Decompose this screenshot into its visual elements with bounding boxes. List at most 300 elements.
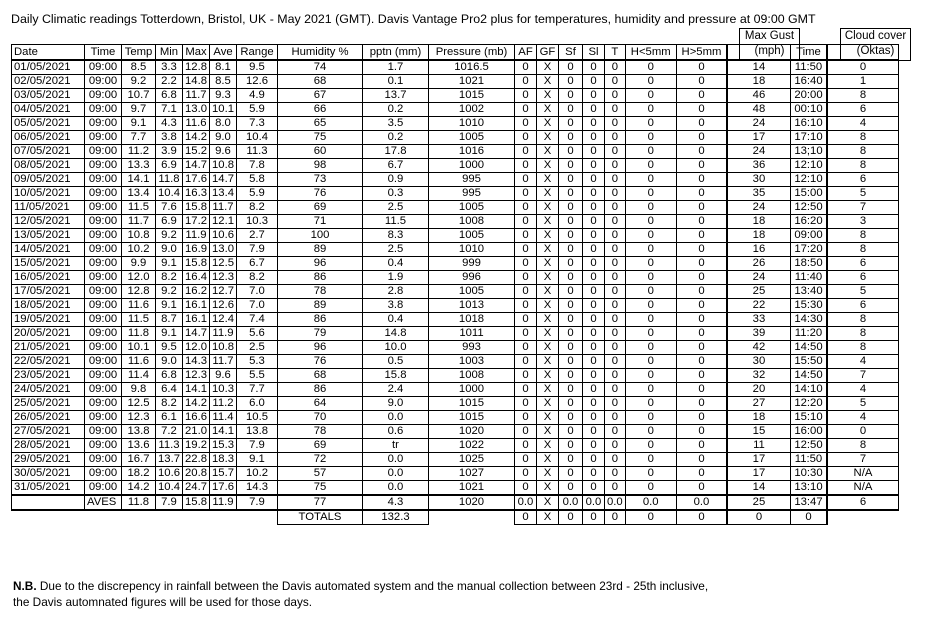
table-row <box>12 201 899 215</box>
table-cell: 11:40 <box>790 271 827 285</box>
max-gust-header-line1: Max Gust <box>744 30 795 42</box>
table-cell: 14.1 <box>210 425 237 439</box>
table-cell: 09:00 <box>85 229 122 243</box>
table-cell: 79 <box>278 327 363 341</box>
table-cell: 04/05/2021 <box>12 103 85 117</box>
table-cell: 0 <box>625 187 676 201</box>
table-row <box>12 89 899 103</box>
table-cell: 8 <box>827 327 898 341</box>
table-cell: 100 <box>278 229 363 243</box>
table-cell: 6 <box>827 299 898 313</box>
table-cell: X <box>537 117 559 131</box>
table-cell: 86 <box>278 313 363 327</box>
aves-cell: 1020 <box>429 495 515 510</box>
table-cell: 8.1 <box>210 60 237 75</box>
table-cell: 0.0 <box>363 453 429 467</box>
table-row <box>12 327 899 341</box>
table-cell: 06/05/2021 <box>12 131 85 145</box>
table-cell: 10/05/2021 <box>12 187 85 201</box>
table-cell: 16:10 <box>790 117 827 131</box>
table-cell: 0 <box>676 145 727 159</box>
totals-cell: 0 <box>790 510 827 525</box>
table-cell: 0 <box>559 117 583 131</box>
table-cell: 0 <box>515 341 537 355</box>
table-cell: 13.4 <box>210 187 237 201</box>
table-cell: 14.7 <box>210 173 237 187</box>
table-cell: 0 <box>625 397 676 411</box>
table-cell: 09:00 <box>85 439 122 453</box>
table-cell: 0.0 <box>363 481 429 496</box>
table-cell: 12:10 <box>790 173 827 187</box>
table-cell: 09:00 <box>85 103 122 117</box>
table-cell: 6.7 <box>363 159 429 173</box>
table-cell: 5.9 <box>237 187 278 201</box>
table-cell: X <box>537 327 559 341</box>
table-cell: 15:10 <box>790 411 827 425</box>
table-cell: 1018 <box>429 313 515 327</box>
table-cell: 9.9 <box>122 257 156 271</box>
table-cell: 10.7 <box>122 89 156 103</box>
table-cell: 16.1 <box>183 299 210 313</box>
table-cell: 09:00 <box>85 159 122 173</box>
table-cell: 0 <box>605 481 626 496</box>
table-cell: 29/05/2021 <box>12 453 85 467</box>
table-cell: 1025 <box>429 453 515 467</box>
table-cell: 12.6 <box>237 75 278 89</box>
table-cell: 0 <box>583 257 605 271</box>
table-cell: 09:00 <box>85 285 122 299</box>
table-cell: 09:00 <box>85 453 122 467</box>
table-cell: 4 <box>827 383 898 397</box>
table-cell: 0 <box>676 327 727 341</box>
table-cell: 13:10 <box>790 481 827 496</box>
table-cell: 17.6 <box>210 481 237 496</box>
table-cell: 0 <box>559 425 583 439</box>
table-cell: 0 <box>559 60 583 75</box>
table-cell: 0 <box>605 467 626 481</box>
table-cell: 18/05/2021 <box>12 299 85 313</box>
table-cell: 6.8 <box>156 369 183 383</box>
column-header: Pressure (mb) <box>429 45 515 61</box>
table-cell: 68 <box>278 369 363 383</box>
table-cell: 0 <box>559 313 583 327</box>
table-cell: 0 <box>605 285 626 299</box>
table-cell: 2.5 <box>363 201 429 215</box>
table-cell: 15.8 <box>183 257 210 271</box>
table-cell: 0 <box>559 411 583 425</box>
table-cell: X <box>537 89 559 103</box>
table-cell: 11.6 <box>183 117 210 131</box>
table-cell: 09:00 <box>85 131 122 145</box>
table-cell: X <box>537 439 559 453</box>
table-cell: 18 <box>727 411 790 425</box>
table-cell: X <box>537 313 559 327</box>
table-cell: X <box>537 173 559 187</box>
table-cell: 13;10 <box>790 145 827 159</box>
table-cell: 0 <box>515 159 537 173</box>
table-cell: 0 <box>605 215 626 229</box>
table-cell: X <box>537 187 559 201</box>
column-header: Sl <box>583 45 605 61</box>
table-cell: 7.1 <box>156 103 183 117</box>
table-cell: 0 <box>605 411 626 425</box>
table-cell: 9.1 <box>156 327 183 341</box>
table-cell: 24.7 <box>183 481 210 496</box>
table-cell: 0 <box>559 285 583 299</box>
table-cell: 3 <box>827 215 898 229</box>
table-cell: X <box>537 453 559 467</box>
table-cell: 67 <box>278 89 363 103</box>
max-gust-header-line2: (mph) <box>754 45 785 57</box>
table-cell: 0 <box>583 75 605 89</box>
footnote-line2: the Davis automnated figures will be used for those days. <box>13 595 313 609</box>
table-cell: X <box>537 341 559 355</box>
table-cell: 6 <box>827 271 898 285</box>
table-cell: 0 <box>515 103 537 117</box>
table-cell: 7.7 <box>237 383 278 397</box>
table-cell: 0 <box>605 257 626 271</box>
table-cell: 76 <box>278 187 363 201</box>
column-header: GF <box>537 45 559 61</box>
table-cell: 17.2 <box>183 215 210 229</box>
table-cell: 7.4 <box>237 313 278 327</box>
table-cell: 0 <box>625 75 676 89</box>
table-cell: 0 <box>625 313 676 327</box>
table-cell: 15 <box>727 425 790 439</box>
table-cell: 0 <box>625 383 676 397</box>
table-cell: X <box>537 201 559 215</box>
table-cell: 6.7 <box>237 257 278 271</box>
table-cell: 10.2 <box>122 243 156 257</box>
totals-cell: 0 <box>625 510 676 525</box>
table-cell: 17/05/2021 <box>12 285 85 299</box>
table-cell: 0 <box>625 453 676 467</box>
table-cell: 09:00 <box>85 145 122 159</box>
table-cell: 11.8 <box>122 327 156 341</box>
table-cell: 0 <box>625 215 676 229</box>
table-cell: 0 <box>676 299 727 313</box>
table-cell: 12.6 <box>210 299 237 313</box>
table-cell: 66 <box>278 103 363 117</box>
table-cell: 12.3 <box>210 271 237 285</box>
table-cell: 12:50 <box>790 201 827 215</box>
table-cell: 0 <box>515 229 537 243</box>
column-header <box>727 45 790 61</box>
table-cell: 6.0 <box>237 397 278 411</box>
aves-cell: 77 <box>278 495 363 510</box>
table-cell: 15.8 <box>363 369 429 383</box>
table-cell: 68 <box>278 75 363 89</box>
table-cell: 5.3 <box>237 355 278 369</box>
table-cell: 0.2 <box>363 103 429 117</box>
table-cell: 11/05/2021 <box>12 201 85 215</box>
table-cell: 1021 <box>429 75 515 89</box>
table-cell: 20/05/2021 <box>12 327 85 341</box>
table-cell: 0 <box>676 131 727 145</box>
table-cell: 1008 <box>429 215 515 229</box>
table-cell: 7 <box>827 369 898 383</box>
column-header: Time <box>790 45 827 61</box>
table-cell: 2.8 <box>363 285 429 299</box>
table-cell: 10.0 <box>363 341 429 355</box>
table-cell: 8.5 <box>122 60 156 75</box>
table-cell: 0 <box>583 201 605 215</box>
table-cell: 09:00 <box>85 60 122 75</box>
table-cell: 0 <box>515 187 537 201</box>
table-cell: 12.8 <box>122 285 156 299</box>
column-header: H>5mm <box>676 45 727 61</box>
table-cell: 19/05/2021 <box>12 313 85 327</box>
table-cell: 0 <box>515 117 537 131</box>
table-cell: 15:00 <box>790 187 827 201</box>
table-cell: 8 <box>827 159 898 173</box>
column-header: Range <box>237 45 278 61</box>
table-cell: 26 <box>727 257 790 271</box>
table-cell: 0.4 <box>363 257 429 271</box>
table-cell: X <box>537 159 559 173</box>
table-cell: 13.7 <box>156 453 183 467</box>
table-cell: 07/05/2021 <box>12 145 85 159</box>
table-cell: X <box>537 243 559 257</box>
aves-cell: 0.0 <box>559 495 583 510</box>
table-cell: 7.2 <box>156 425 183 439</box>
table-cell: 10.8 <box>210 341 237 355</box>
table-cell: 14:50 <box>790 341 827 355</box>
table-row <box>12 355 899 369</box>
table-cell: 24 <box>727 201 790 215</box>
table-cell: 27/05/2021 <box>12 425 85 439</box>
table-cell: 09:00 <box>85 467 122 481</box>
table-body <box>12 60 899 495</box>
table-cell: 14:30 <box>790 313 827 327</box>
table-cell: 7.0 <box>237 285 278 299</box>
table-cell: 6 <box>827 103 898 117</box>
table-cell: X <box>537 103 559 117</box>
table-cell: 3.8 <box>156 131 183 145</box>
table-cell: 14.3 <box>183 355 210 369</box>
table-cell: 13.8 <box>122 425 156 439</box>
table-cell: 0 <box>515 355 537 369</box>
table-cell: 9.3 <box>210 89 237 103</box>
table-cell: 09:00 <box>85 173 122 187</box>
table-cell: 57 <box>278 467 363 481</box>
table-cell: 0 <box>605 327 626 341</box>
table-cell: 0 <box>515 453 537 467</box>
table-cell: 10.6 <box>210 229 237 243</box>
table-cell: 11.2 <box>122 145 156 159</box>
table-row <box>12 215 899 229</box>
table-cell: 10.2 <box>237 467 278 481</box>
table-cell: 0 <box>676 243 727 257</box>
table-row <box>12 103 899 117</box>
table-cell: 0.3 <box>363 187 429 201</box>
aves-cell: X <box>537 495 559 510</box>
table-cell: 11.2 <box>210 397 237 411</box>
table-cell: 39 <box>727 327 790 341</box>
table-cell: 9.1 <box>156 257 183 271</box>
table-cell: 0 <box>559 145 583 159</box>
table-cell: 0 <box>515 60 537 75</box>
table-cell: 0 <box>625 341 676 355</box>
table-cell: 30 <box>727 173 790 187</box>
table-cell: 0 <box>605 299 626 313</box>
table-cell: 0 <box>676 341 727 355</box>
totals-cell: 0 <box>559 510 583 525</box>
table-cell: 0 <box>559 229 583 243</box>
table-cell: 17:20 <box>790 243 827 257</box>
table-cell: 0 <box>625 439 676 453</box>
table-cell: 98 <box>278 159 363 173</box>
table-cell: 0 <box>515 131 537 145</box>
table-cell: 0 <box>605 369 626 383</box>
table-row <box>12 145 899 159</box>
table-cell: 0 <box>559 89 583 103</box>
table-cell: 0 <box>515 425 537 439</box>
table-cell: 1015 <box>429 411 515 425</box>
table-row <box>12 243 899 257</box>
table-cell: 0 <box>676 103 727 117</box>
cloud-cover-header-line1: Cloud cover <box>844 30 907 42</box>
table-cell: 0 <box>583 243 605 257</box>
table-cell: 0 <box>515 299 537 313</box>
table-cell: 10:30 <box>790 467 827 481</box>
table-cell: X <box>537 271 559 285</box>
table-cell: 0 <box>625 257 676 271</box>
table-cell: 0 <box>583 313 605 327</box>
table-cell: 0 <box>515 397 537 411</box>
table-cell: 1021 <box>429 481 515 496</box>
table-cell: 12.0 <box>122 271 156 285</box>
table-cell: 0 <box>515 411 537 425</box>
table-cell: 12.8 <box>183 60 210 75</box>
table-cell: 78 <box>278 285 363 299</box>
table-cell: 0 <box>515 467 537 481</box>
table-cell: 09:00 <box>85 341 122 355</box>
table-cell: 0.0 <box>363 411 429 425</box>
table-cell: 0 <box>676 89 727 103</box>
table-cell: X <box>537 75 559 89</box>
table-cell: 0 <box>605 75 626 89</box>
table-cell: 0 <box>676 60 727 75</box>
table-cell: 09:00 <box>85 411 122 425</box>
table-cell: 0 <box>625 285 676 299</box>
table-cell: 65 <box>278 117 363 131</box>
table-cell: 8.2 <box>237 201 278 215</box>
table-row <box>12 439 899 453</box>
table-cell: 15.8 <box>183 201 210 215</box>
aves-cell: 25 <box>727 495 790 510</box>
column-header: Min <box>156 45 183 61</box>
table-cell: 27 <box>727 397 790 411</box>
table-cell: 14 <box>727 481 790 496</box>
table-cell: X <box>537 411 559 425</box>
table-cell: 12.0 <box>183 341 210 355</box>
table-cell: 11 <box>727 439 790 453</box>
table-cell: 0 <box>515 75 537 89</box>
table-cell: 0 <box>605 243 626 257</box>
table-cell: 0 <box>515 439 537 453</box>
table-cell: 24/05/2021 <box>12 383 85 397</box>
table-cell: 11.7 <box>183 89 210 103</box>
table-cell: 12.4 <box>210 313 237 327</box>
table-cell: 999 <box>429 257 515 271</box>
column-header: Time <box>85 45 122 61</box>
table-cell: 0 <box>625 355 676 369</box>
table-cell: 8.2 <box>156 397 183 411</box>
table-cell: 8 <box>827 243 898 257</box>
table-cell: 0 <box>676 187 727 201</box>
table-cell: 16.2 <box>183 285 210 299</box>
table-cell: 8 <box>827 439 898 453</box>
table-cell: 17.6 <box>183 173 210 187</box>
table-cell: 0.2 <box>363 131 429 145</box>
table-cell: 8 <box>827 89 898 103</box>
table-cell: 18 <box>727 215 790 229</box>
table-cell: 0 <box>559 75 583 89</box>
table-cell: 1002 <box>429 103 515 117</box>
table-cell: 0 <box>605 187 626 201</box>
aves-row <box>12 495 899 510</box>
table-cell: X <box>537 369 559 383</box>
table-cell: 0 <box>605 229 626 243</box>
table-cell: 01/05/2021 <box>12 60 85 75</box>
table-cell: 78 <box>278 425 363 439</box>
table-cell: 3.3 <box>156 60 183 75</box>
table-cell: 0 <box>676 201 727 215</box>
table-cell: 14.7 <box>183 159 210 173</box>
table-cell: X <box>537 481 559 496</box>
table-cell: 0 <box>676 271 727 285</box>
table-cell: 5.6 <box>237 327 278 341</box>
table-cell: 0 <box>625 159 676 173</box>
table-cell: 16.4 <box>183 271 210 285</box>
table-cell: 0 <box>583 467 605 481</box>
table-row <box>12 229 899 243</box>
table-cell: 5 <box>827 397 898 411</box>
table-cell: 12.7 <box>210 285 237 299</box>
table-cell: 0.6 <box>363 425 429 439</box>
table-cell: 0 <box>515 89 537 103</box>
table-cell: 0 <box>583 60 605 75</box>
table-cell: 0.1 <box>363 75 429 89</box>
table-cell: 09:00 <box>85 201 122 215</box>
table-cell: 18:50 <box>790 257 827 271</box>
table-cell: 16.6 <box>183 411 210 425</box>
table-cell: 0 <box>515 481 537 496</box>
totals-spacer <box>429 510 515 525</box>
table-cell: 09:00 <box>85 75 122 89</box>
table-cell: 69 <box>278 201 363 215</box>
table-cell: 8 <box>827 145 898 159</box>
table-cell: 0 <box>605 131 626 145</box>
table-cell: 1008 <box>429 369 515 383</box>
table-cell: 0 <box>559 481 583 496</box>
table-cell: 24 <box>727 117 790 131</box>
aves-cell: 11.8 <box>122 495 156 510</box>
table-cell: 2.4 <box>363 383 429 397</box>
table-cell: 0 <box>827 425 898 439</box>
table-cell: 10.3 <box>210 383 237 397</box>
table-cell: 14.2 <box>183 131 210 145</box>
table-cell: 10.6 <box>156 467 183 481</box>
table-cell: 8.2 <box>156 271 183 285</box>
table-cell: 15:50 <box>790 355 827 369</box>
table-cell: 0 <box>676 383 727 397</box>
table-cell: 19.2 <box>183 439 210 453</box>
table-cell: 14.2 <box>183 397 210 411</box>
table-cell: 09:00 <box>85 369 122 383</box>
table-cell: 0 <box>676 215 727 229</box>
